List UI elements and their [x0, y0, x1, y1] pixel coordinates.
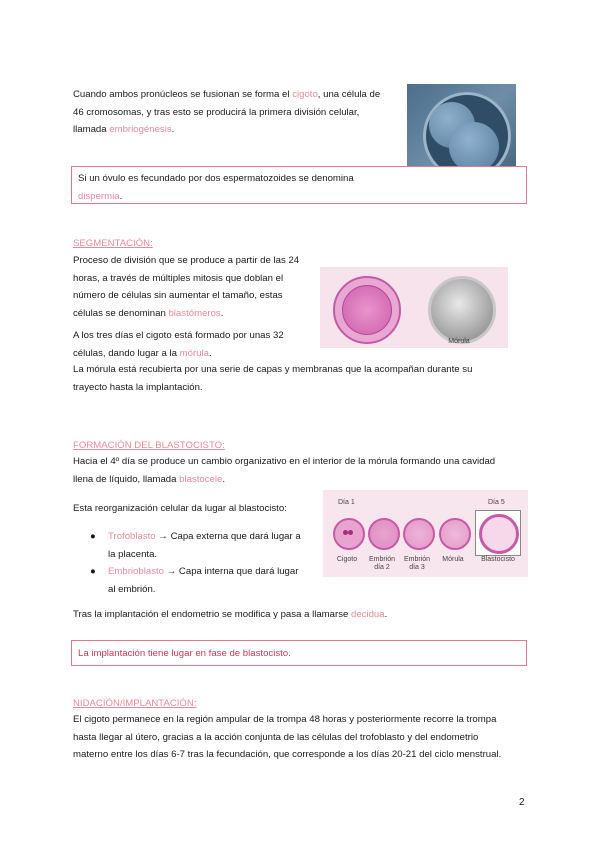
nidacion-line-3: materno entre los días 6-7 tras la fecundación, que corresponde a los días 20-21 del ciclo menstrual.	[73, 749, 502, 760]
blasto-line-1: Hacia el 4º día se produce un cambio organizativo en el interior de la mórula formando una cavidad	[73, 456, 496, 467]
label-blastocisto: Blastocisto	[481, 556, 515, 563]
segmentacion-paragraph-2	[73, 327, 323, 362]
stage-embrion-dia-2	[368, 518, 400, 550]
seg-line-4: células se denominan blastómeros.	[73, 307, 224, 319]
heading-segmentacion: SEGMENTACIÓN:	[73, 238, 153, 249]
stage-blastocisto	[479, 514, 519, 554]
morula-figure-label: Mórula	[448, 338, 470, 345]
blastomere-2	[449, 122, 499, 172]
seg-line-2: horas, a través de múltiples mitosis que doblan el	[73, 272, 284, 284]
bullet-list	[90, 528, 320, 598]
stage-embrion-dia-3	[403, 518, 435, 550]
seg-p3-line-1: La mórula está recubierta por una serie de capas y membranas que la acompañan durante su	[73, 364, 473, 375]
bullet-dot: ●	[90, 531, 96, 542]
heading-blastocisto: FORMACIÓN DEL BLASTOCISTO:	[73, 440, 225, 451]
label-day-5: Día 5	[488, 499, 505, 506]
seg-line-1: Proceso de división que se produce a partir de las 24	[73, 255, 300, 266]
blastocisto-paragraph-3: Tras la implantación el endometrio se modifica y pasa a llamarse decidua.	[73, 609, 388, 620]
heading-nidacion: NIDACIÓN/IMPLANTACIÓN:	[73, 698, 197, 709]
note-dispermia	[71, 166, 527, 204]
label-cigoto: Cigoto	[336, 556, 358, 563]
intro-line-2: 46 cromosomas, y tras esto se producirá la primera división celular,	[73, 106, 360, 118]
seg-p3-line-2: trayecto hasta la implantación.	[73, 381, 203, 393]
morula-figure	[320, 267, 508, 348]
page-number: 2	[519, 797, 525, 808]
note-dispermia-line-1: Si un óvulo es fecundado por dos espermatozoides se denomina	[78, 173, 354, 184]
note-dispermia-line-2: dispermia.	[78, 190, 123, 202]
embryo-development-figure	[323, 490, 528, 577]
blasto-line-2: llena de líquido, llamada blastocele.	[73, 473, 226, 485]
bullet-dot: ●	[90, 566, 96, 577]
intro-line-1: Cuando ambos pronúcleos se fusionan se forma el cigoto, una célula de	[73, 89, 381, 100]
nidacion-paragraph	[73, 711, 543, 764]
label-day-1: Día 1	[338, 499, 355, 506]
intro-line-3: llamada embriogénesis.	[73, 124, 175, 135]
nidacion-line-2: hasta llegar al útero, gracias a la acción conjunta de las células del trofoblasto y del endometrio	[73, 731, 479, 743]
note-implantacion	[71, 640, 527, 666]
blastocisto-paragraph-1	[73, 453, 543, 488]
label-embrion-dia-2: Embrión día 2	[368, 556, 396, 571]
pronucleus-2	[348, 530, 353, 535]
morula-inner-illustration	[342, 285, 392, 335]
bullet-embrioblasto: ● Embrioblasto → Capa interna que dará lugar al embrión.	[90, 563, 320, 598]
intro-paragraph	[73, 86, 403, 139]
segmentacion-paragraph-1	[73, 252, 323, 322]
note-implantacion-text: La implantación tiene lugar en fase de blastocisto.	[78, 648, 291, 659]
label-embrion-dia-3: Embrión día 3	[403, 556, 431, 571]
seg-p2-line-1: A los tres días el cigoto está formado por unas 32	[73, 330, 284, 341]
morula-micrograph	[428, 276, 496, 344]
stage-morula	[439, 518, 471, 550]
bullet-trofoblasto: ● Trofoblasto → Capa externa que dará lugar a la placenta.	[90, 528, 320, 563]
seg-line-3: número de células sin aumentar el tamaño, estas	[73, 290, 283, 301]
segmentacion-paragraph-3	[73, 361, 533, 396]
label-morula: Mórula	[442, 556, 464, 563]
blastocisto-paragraph-2: Esta reorganización celular da lugar al blastocisto:	[73, 503, 287, 514]
seg-p2-line-2: células, dando lugar a la mórula.	[73, 347, 212, 359]
nidacion-line-1: El cigoto permanece en la región ampular de la trompa 48 horas y posteriormente recorre la trompa	[73, 714, 497, 725]
